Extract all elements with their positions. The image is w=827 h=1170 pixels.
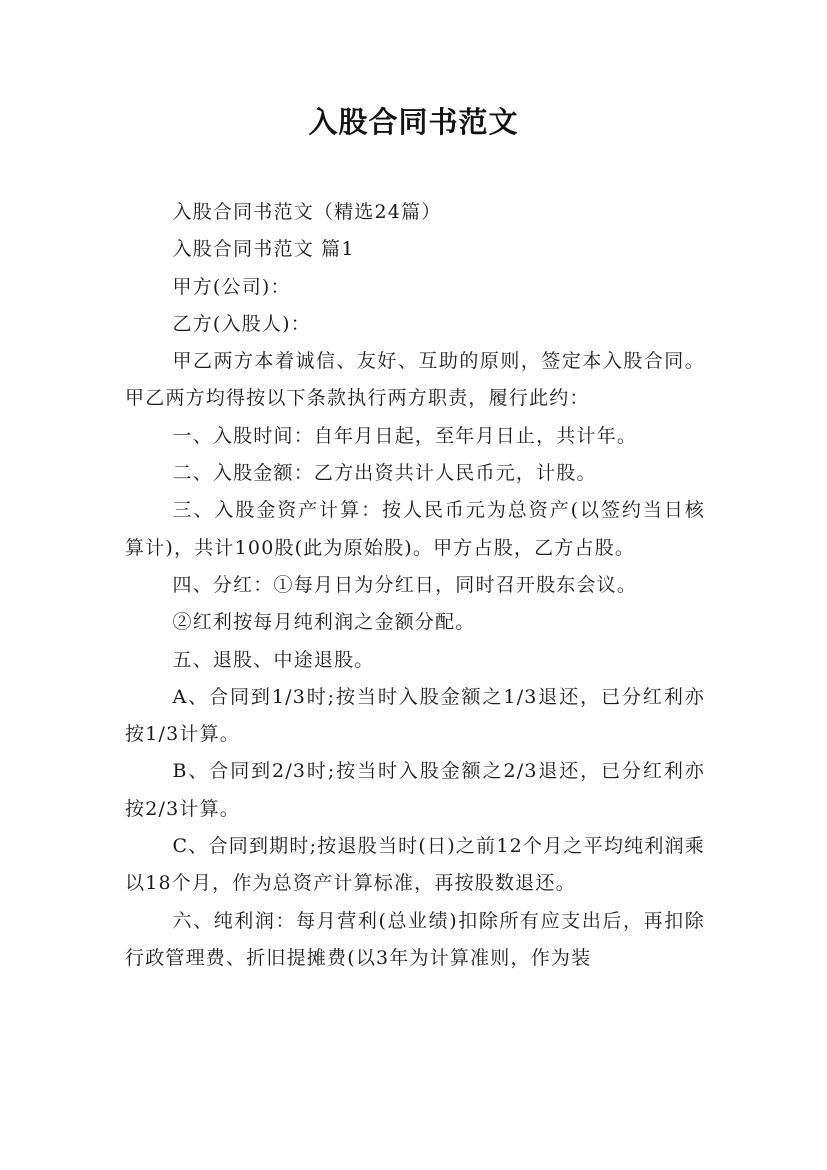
paragraph-clause-2: 二、入股金额：乙方出资共计人民币元，计股。 [172,462,597,485]
paragraph-clause-5-a: A、合同到1/3时;按当时入股金额之1/3退还，已分红利亦按1/3计算。 [125,685,705,746]
paragraph-party-a: 甲方(公司)： [172,275,291,298]
paragraph-preamble: 甲乙两方本着诚信、友好、互助的原则，签定本入股合同。甲乙两方均得按以下条款执行两方职责，履行此约： [125,350,705,410]
paragraph-party-b: 乙方(入股人)： [172,312,311,335]
paragraph-clause-5-b: B、合同到2/3时;按当时入股金额之2/3退还，已分红利亦按2/3计算。 [125,760,705,820]
document-body [125,194,705,977]
paragraph-clause-1: 一、入股时间：自年月日起，至年月日止，共计年。 [172,424,638,447]
paragraph-clause-4: 四、分红：①每月日为分红日，同时召开股东会议。 [172,573,638,596]
paragraph-clause-5-c: C、合同到期时;按退股当时(日)之前12个月之平均纯利润乘以18个月，作为总资产计算标准，再按股数退还。 [125,835,705,895]
paragraph-clause-3: 三、入股金资产计算：按人民币元为总资产(以签约当日核算计)，共计100股(此为原始股)。甲方占股，乙方占股。 [125,499,705,559]
paragraph-clause-4-sub: ②红利按每月纯利润之金额分配。 [172,611,476,634]
paragraph-article-heading: 入股合同书范文 篇1 [172,238,355,261]
paragraph-clause-6: 六、纯利润：每月营利(总业绩)扣除所有应支出后，再扣除行政管理费、折旧提摊费(以3年为计算准则，作为装 [125,909,705,969]
document-title: 入股合同书范文 [308,105,519,139]
paragraph-collection-heading: 入股合同书范文（精选24篇） [172,201,442,223]
paragraph-clause-5: 五、退股、中途退股。 [172,648,375,671]
